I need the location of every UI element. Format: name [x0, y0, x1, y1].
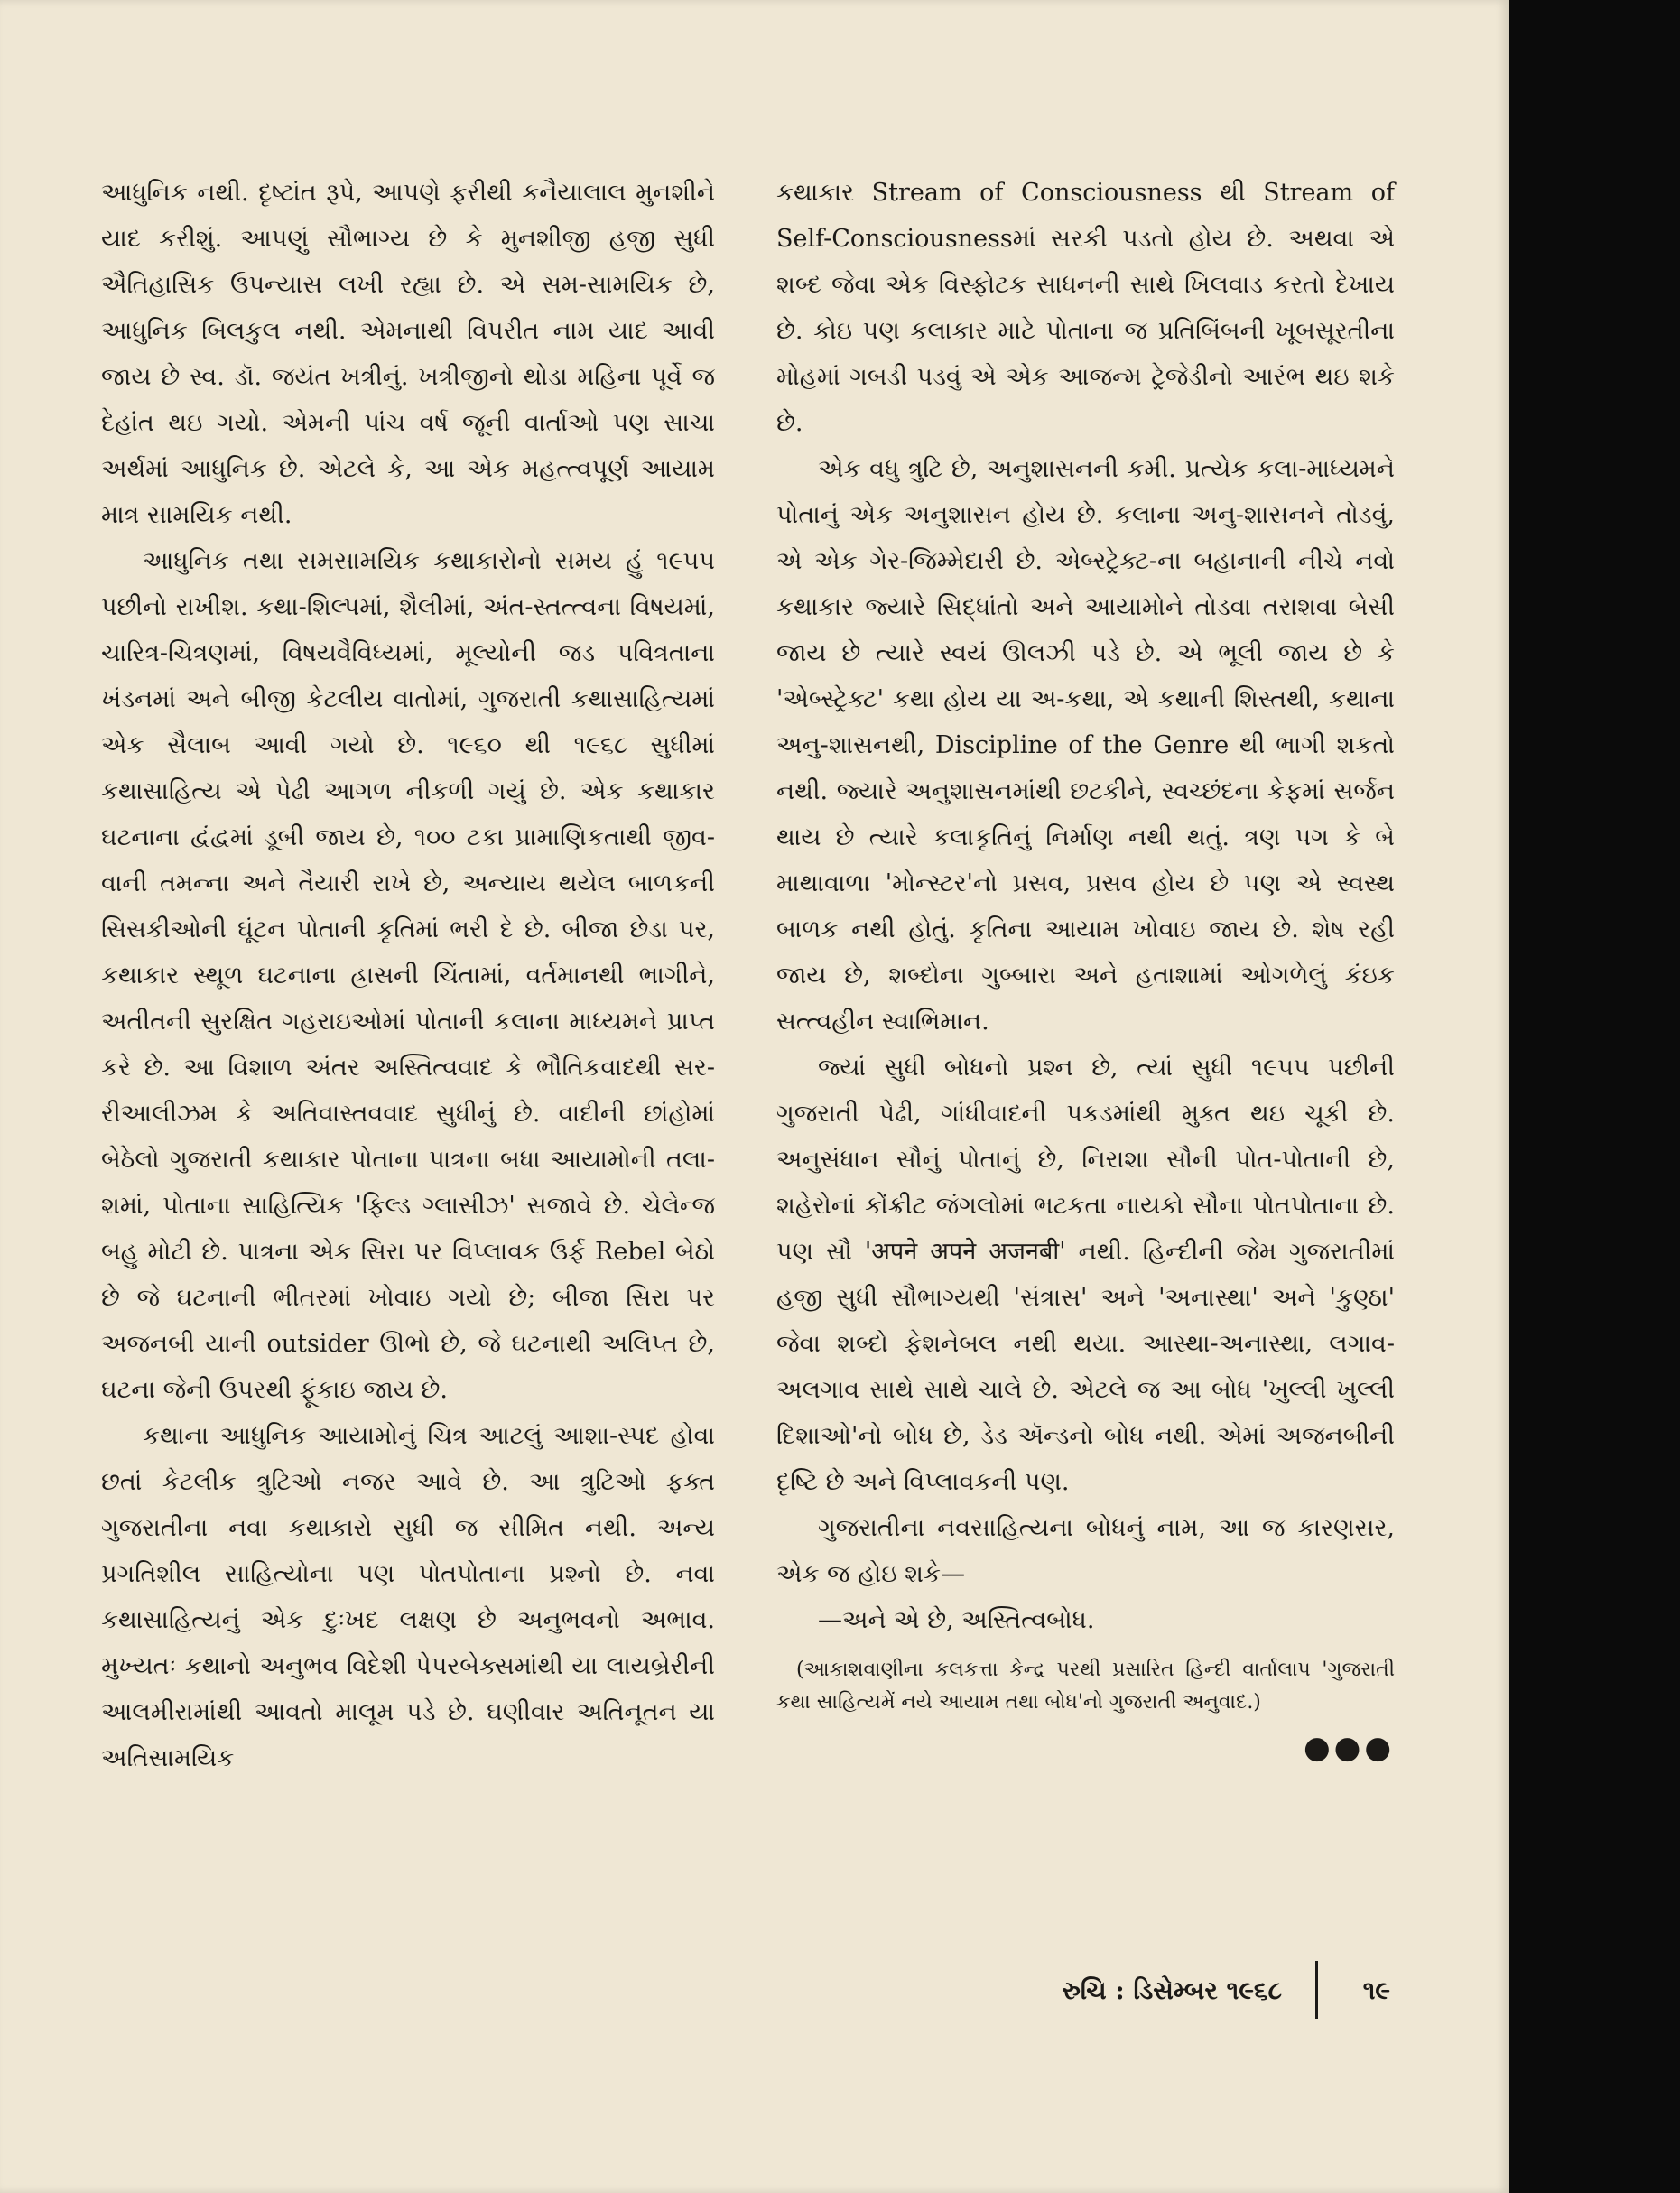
- left-text-column: [101, 170, 715, 1781]
- paragraph: ગુજરાતીના નવસાહિત્યના બોધનું નામ, આ જ કારણસર, એક જ હોઇ શકે—: [776, 1514, 1395, 1588]
- conclusion-line: —અને એ છે, અસ્તિત્વબોધ.: [818, 1606, 1095, 1634]
- paragraph: આધુનિક તથા સમસામયિક કથાકારોનો સમય હું ૧૯૫૫ પછીનો રાખીશ. કથા-શિલ્પમાં, શૈલીમાં, અંત-સ્તત્ત્વના વિષયમાં, ચારિત્ર-ચિત્રણમાં, વિષયવૈવિધ્યમાં, મૂલ્યોની જડ પવિત્રતાના ખંડનમાં અને બીજી કેટલીય વાતોમાં, ગુજરાતી કથાસાહિત્યમાં એક સૈલાબ આવી ગયો છે. ૧૯૬૦ થી ૧૯૬૮ સુધીમાં કથાસાહિત્ય એ પેઢી આગળ નીકળી ગયું છે. એક કથાકાર ઘટનાના દ્વંદ્વમાં ડૂબી જાય છે, ૧૦૦ ટકા પ્રામાણિકતાથી જીવ-વાની તમન્ના અને તૈયારી રાખે છે, અન્યાય થયેલ બાળકની સિસકીઓની ઘૂંટન પોતાની કૃતિમાં ભરી દે છે. બીજા છેડા પર, કથાકાર સ્થૂળ ઘટનાના હ્રાસની ચિંતામાં, વર્તમાનથી ભાગીને, અતીતની સુરક્ષિત ગહરાઇઓમાં પોતાની કલાના માધ્યમને પ્રાપ્ત કરે છે. આ વિશાળ અંતર અસ્તિત્વવાદ કે ભૌતિકવાદથી સર-રીઆલીઝમ કે અતિવાસ્તવવાદ સુધીનું છે. વાદીની છાંહોમાં બેઠેલો ગુજરાતી કથાકાર પોતાના પાત્રના બધા આયામોની તલા-શમાં, પોતાના સાહિત્યિક 'ફિલ્ડ ગ્લાસીઝ' સજાવે છે. ચેલેન્જ બહુ મોટી છે. પાત્રના એક સિરા પર વિપ્લાવક ઉર્ફ Rebel બેઠો છે જે ઘટનાની ભીતરમાં ખોવાઇ ગયો છે; બીજા સિરા પર અજનબી યાની outsider ઊભો છે, જે ઘટનાથી અલિપ્ત છે, ઘટના જેની ઉપરથી ફૂંકાઇ જાય છે.: [101, 547, 715, 1404]
- paragraph: કથાકાર Stream of Consciousness થી Stream of Self-Consciousnessમાં સરકી પડતો હોય છે. અથવા એ શબ્દ જેવા એક વિસ્ફોટક સાધનની સાથે ખિલવાડ કરતો દેખાય છે. કોઇ પણ કલાકાર માટે પોતાના જ પ્રતિબિંબની ખૂબસૂરતીના મોહમાં ગબડી પડવું એ એક આજન્મ ટ્રેજેડીનો આરંભ થઇ શકે છે.: [776, 179, 1395, 437]
- magazine-issue: રુચિ : ડિસેમ્બર ૧૯૬૮: [1062, 1975, 1282, 2005]
- right-text-column: [776, 170, 1395, 1766]
- paragraph: એક વધુ ત્રુટિ છે, અનુશાસનની કમી. પ્રત્યેક કલા-માધ્યમને પોતાનું એક અનુશાસન હોય છે. કલાના અનુ-શાસનને તોડવું, એ એક ગેર-જિમ્મેદારી છે. એબ્સ્ટ્રેક્ટ-ના બહાનાની નીચે નવો કથાકાર જ્યારે સિદ્ધાંતો અને આયામોને તોડવા તરાશવા બેસી જાય છે ત્યારે સ્વયં ઊલઝી પડે છે. એ ભૂલી જાય છે કે 'એબ્સ્ટ્રેક્ટ' કથા હોય યા અ-કથા, એ કથાની શિસ્તથી, કથાના અનુ-શાસનથી, Discipline of the Genre થી ભાગી શકતો નથી. જ્યારે અનુશાસનમાંથી છટકીને, સ્વચ્છંદના કેફમાં સર્જન થાય છે ત્યારે કલાકૃતિનું નિર્માણ નથી થતું. ત્રણ પગ કે બે માથાવાળા 'મોન્સ્ટર'નો પ્રસવ, પ્રસવ હોય છે પણ એ સ્વસ્થ બાળક નથી હોતું. કૃતિના આયામ ખોવાઇ જાય છે. શેષ રહી જાય છે, શબ્દોના ગુબ્બારા અને હતાશામાં ઓગળેલું કંઇક સત્ત્વહીન સ્વાભિમાન.: [776, 455, 1395, 1036]
- end-of-article-mark: ●●●: [1303, 1730, 1395, 1766]
- page-number: ૧૯: [1362, 1975, 1390, 2005]
- paragraph: કથાના આધુનિક આયામોનું ચિત્ર આટલું આશા-સ્પદ હોવા છતાં કેટલીક ત્રુટિઓ નજર આવે છે. આ ત્રુટિઓ ફક્ત ગુજરાતીના નવા કથાકારો સુધી જ સીમિત નથી. અન્ય પ્રગતિશીલ સાહિત્યોના પણ પોતપોતાના પ્રશ્નો છે. નવા કથાસાહિત્યનું એક દુઃખદ લક્ષણ છે અનુભવનો અભાવ. મુખ્યતઃ કથાનો અનુભવ વિદેશી પેપરબેક્સમાંથી યા લાયબ્રેરીની આલમીરામાંથી આવતો માલૂમ પડે છે. ઘણીવાર અતિનૂતન યા અતિસામયિક: [101, 1422, 715, 1772]
- translation-note: (આકાશવાણીના કલકત્તા કેન્દ્ર પરથી પ્રસારિત હિન્દી વાર્તાલાપ 'ગુજરાતી કથા સાહિત્યમેં નયે આયામ તથા બોધ'નો ગુજરાતી અનુવાદ.): [776, 1659, 1395, 1714]
- paragraph: જ્યાં સુધી બોધનો પ્રશ્ન છે, ત્યાં સુધી ૧૯૫૫ પછીની ગુજરાતી પેઢી, ગાંધીવાદની પકડમાંથી મુક્ત થઇ ચૂકી છે. અનુસંધાન સૌનું પોતાનું છે, નિરાશા સૌની પોત-પોતાની છે, શહેરોનાં કોંક્રીટ જંગલોમાં ભટકતા નાયકો સૌના પોતપોતાના છે. પણ સૌ 'अपने अपने अजनबी' નથી. હિન્દીની જેમ ગુજરાતીમાં હજી સુધી સૌભાગ્યથી 'સંત્રાસ' અને 'અનાસ્થા' અને 'કુણ્ઠા' જેવા શબ્દો ફેશનેબલ નથી થયા. આસ્થા-અનાસ્થા, લગાવ-અલગાવ સાથે સાથે ચાલે છે. એટલે જ આ બોધ 'ખુલ્લી ખુલ્લી દિશાઓ'નો બોધ છે, ડેડ ઍન્ડનો બોધ નથી. એમાં અજનબીની દૃષ્ટિ છે અને વિપ્લાવકની પણ.: [776, 1054, 1395, 1496]
- paragraph: આધુનિક નથી. દૃષ્ટાંત રૂપે, આપણે ફરીથી કનૈયાલાલ મુનશીને યાદ કરીશું. આપણું સૌભાગ્ય છે કે મુનશીજી હજી સુધી ઐતિહાસિક ઉપન્યાસ લખી રહ્યા છે. એ સમ-સામયિક છે, આધુનિક બિલકુલ નથી. એમનાથી વિપરીત નામ યાદ આવી જાય છે સ્વ. ડૉ. જયંત ખત્રીનું. ખત્રીજીનો થોડા મહિના પૂર્વે જ દેહાંત થઇ ગયો. એમની પાંચ વર્ષ જૂની વાર્તાઓ પણ સાચા અર્થમાં આધુનિક છે. એટલે કે, આ એક મહત્ત્વપૂર્ણ આયામ માત્ર સામયિક નથી.: [101, 179, 715, 529]
- footer-divider: [1315, 1961, 1318, 2019]
- page-footer: [1062, 1966, 1408, 2021]
